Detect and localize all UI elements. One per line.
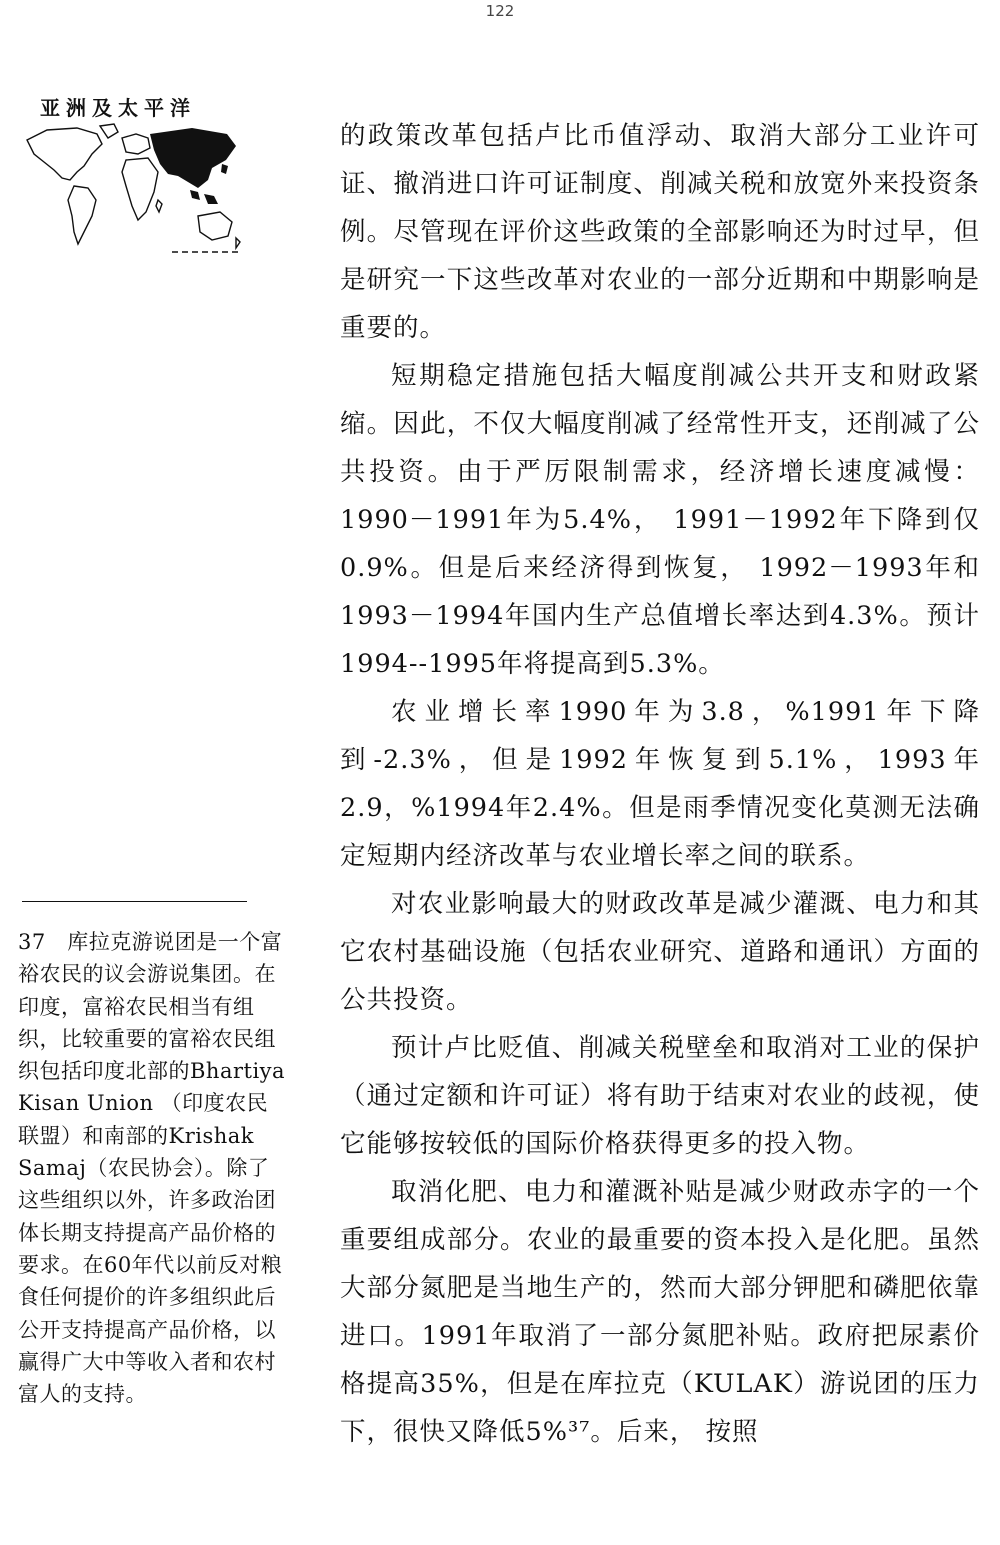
footnote — [18, 926, 286, 1410]
footnote-text: 37 库拉克游说团是一个富裕农民的议会游说集团。在印度，富裕农民相当有组织，比较重要的富裕农民组织包括印度北部的Bhartiya Kisan Union （印度农民联盟）和南部的Krishak Samaj（农民协会）。除了这些组织以外，许多政治团体长期支持提高产品价格的要求。在60年代以前反对粮食任何提价的许多组织此后公开支持提高产品价格，以赢得广大中等收入者和农村富人的支持。 — [18, 930, 286, 1407]
paragraph: 农业增长率1990年为3.8，%1991年下降到-2.3%，但是1992年恢复到5.1%，1993年2.9，%1994年2.4%。但是雨季情况变化莫测无法确定短期内经济改革与农业增长率之间的联系。 — [340, 697, 980, 871]
paragraph: 取消化肥、电力和灌溉补贴是减少财政赤字的一个重要组成部分。农业的最重要的资本投入是化肥。虽然大部分氮肥是当地生产的，然而大部分钾肥和磷肥依靠进口。1991年取消了一部分氮肥补贴。政府把尿素价格提高35%，但是在库拉克（KULAK）游说团的压力下，很快又降低5%³⁷。后来， 按照 — [340, 1177, 980, 1447]
main-text — [340, 112, 980, 1456]
paragraph: 预计卢比贬值、削减关税壁垒和取消对工业的保护（通过定额和许可证）将有助于结束对农业的歧视，使它能够按较低的国际价格获得更多的投入物。 — [340, 1033, 980, 1159]
page-number: 122 — [485, 2, 515, 20]
paragraph: 对农业影响最大的财政改革是减少灌溉、电力和其它农村基础设施（包括农业研究、道路和通讯）方面的公共投资。 — [340, 889, 980, 1015]
paragraph: 的政策改革包括卢比币值浮动、取消大部分工业许可证、撤消进口许可证制度、削减关税和放宽外来投资条例。尽管现在评价这些政策的全部影响还为时过早，但是研究一下这些改革对农业的一部分近期和中期影响是重要的。 — [340, 121, 980, 343]
paragraph: 短期稳定措施包括大幅度削减公共开支和财政紧缩。因此，不仅大幅度削减了经常性开支，还削减了公共投资。由于严厉限制需求，经济增长速度减慢：1990－1991年为5.4%， 1991－1992年下降到仅0.9%。但是后来经济得到恢复， 1992－1993年和1993－1994年国内生产总值增长率达到4.3%。预计1994--1995年将提高到5.3%。 — [340, 361, 980, 679]
world-map-icon — [22, 120, 242, 270]
footnote-divider — [22, 901, 247, 902]
region-map — [22, 92, 242, 272]
region-label: 亚洲及太平洋 — [40, 96, 196, 120]
